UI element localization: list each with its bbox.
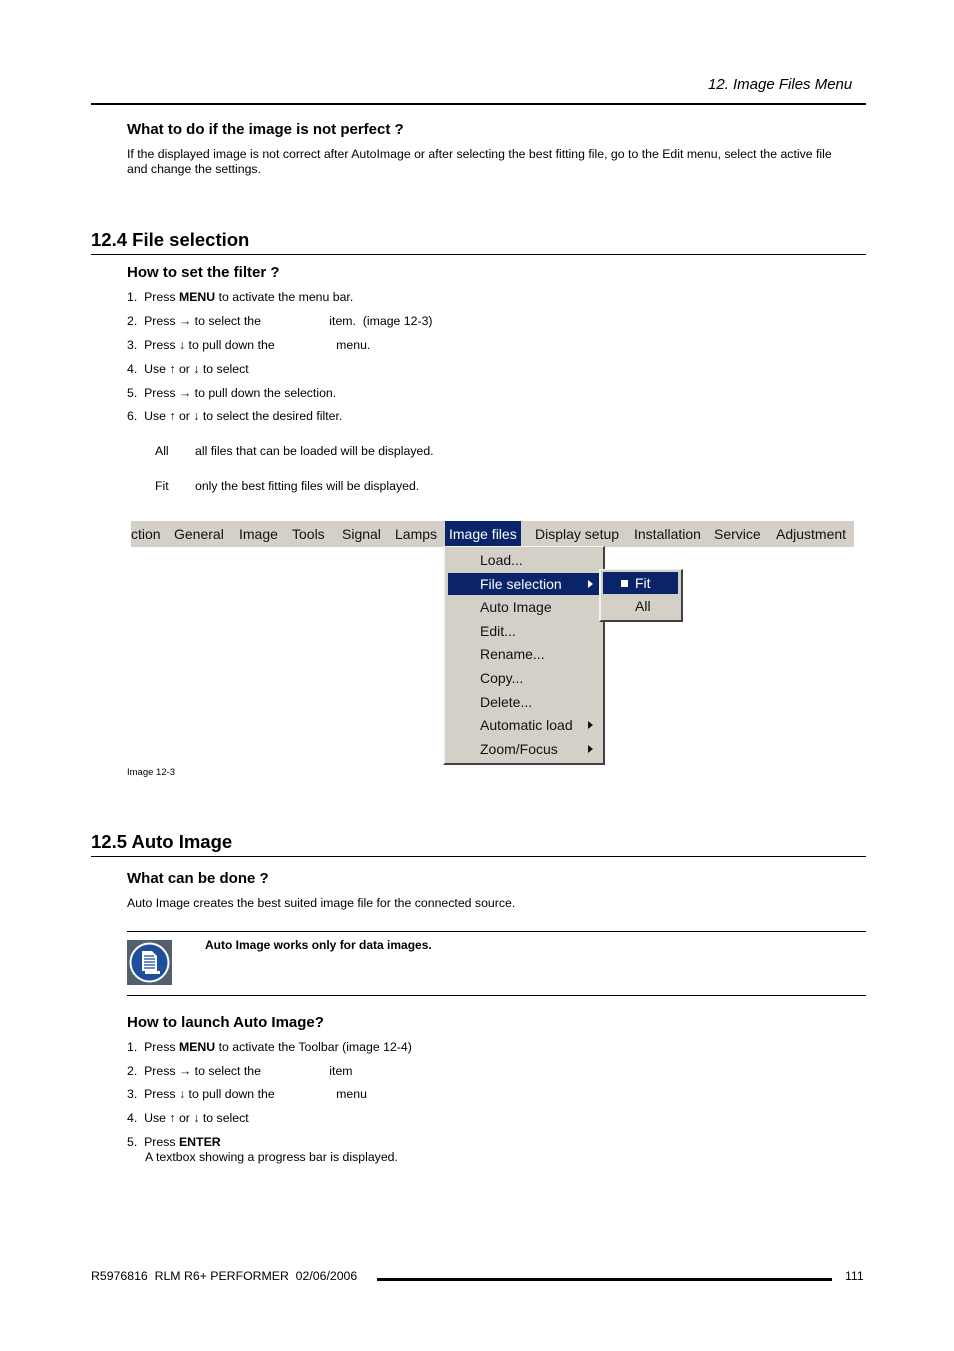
step: 4. Use ↑ or ↓ to select	[127, 1111, 249, 1125]
menubar-item[interactable]: ction	[131, 526, 161, 542]
auto-image-text: Auto Image creates the best suited image file for the connected source.	[127, 896, 516, 910]
image-files-dropdown	[443, 546, 605, 765]
header-rule	[91, 103, 866, 105]
menubar-item[interactable]: Adjustment	[776, 526, 847, 542]
option-desc: only the best fitting files will be displayed.	[195, 479, 420, 493]
dropdown-item-zoom-focus[interactable]: Zoom/Focus	[448, 738, 599, 760]
note-rule-bottom	[127, 995, 866, 996]
menu-bar	[131, 521, 854, 547]
dropdown-item-automatic-load[interactable]: Automatic load	[448, 714, 599, 736]
what-heading: What can be done ?	[127, 870, 269, 887]
option-term: All	[155, 444, 169, 458]
step: 2. Press → to select the item	[127, 1064, 353, 1078]
intro-heading: What to do if the image is not perfect ?	[127, 121, 404, 138]
menubar-item[interactable]: Lamps	[395, 526, 438, 542]
dropdown-item-delete[interactable]: Delete...	[480, 694, 533, 710]
submenu-item-fit[interactable]: Fit	[603, 572, 678, 594]
section-rule	[91, 856, 866, 857]
option-desc: all files that can be loaded will be displayed.	[195, 444, 434, 458]
step-detail: A textbox showing a progress bar is displayed.	[145, 1150, 398, 1164]
selected-bullet-icon	[621, 580, 628, 587]
step: 3. Press ↓ to pull down the menu	[127, 1087, 367, 1101]
step: 6. Use ↑ or ↓ to select the desired filter.	[127, 409, 343, 423]
menubar-item[interactable]: Display setup	[535, 526, 620, 542]
submenu-arrow-icon	[588, 721, 593, 729]
step: 5. Press → to pull down the selection.	[127, 386, 337, 400]
dropdown-item-copy[interactable]: Copy...	[480, 670, 524, 686]
dropdown-item-auto-image[interactable]: Auto Image	[480, 599, 552, 615]
note-text: Auto Image works only for data images.	[205, 938, 432, 952]
menubar-item[interactable]: Signal	[342, 526, 381, 542]
step: 4. Use ↑ or ↓ to select	[127, 362, 249, 376]
menubar-item[interactable]: Tools	[292, 526, 325, 542]
section-title-auto-image: 12.5 Auto Image	[91, 831, 233, 852]
step: 5. Press ENTER	[127, 1135, 221, 1149]
step: 1. Press MENU to activate the menu bar.	[127, 290, 354, 304]
dropdown-item-file-selection[interactable]: File selection	[448, 573, 599, 595]
step: 2. Press → to select the item. (image 12-3)	[127, 314, 433, 328]
intro-text-line1: If the displayed image is not correct after AutoImage or after selecting the best fitting file, go to the Edit menu, select the active file	[127, 147, 832, 161]
dropdown-item-edit[interactable]: Edit...	[480, 623, 516, 639]
image-caption: Image 12-3	[127, 767, 176, 778]
submenu-item-all[interactable]: All	[635, 598, 651, 614]
menubar-item[interactable]: Image	[239, 526, 278, 542]
launch-heading: How to launch Auto Image?	[127, 1014, 324, 1031]
note-rule-top	[127, 931, 866, 932]
file-selection-submenu	[599, 569, 683, 622]
step: 1. Press MENU to activate the Toolbar (image 12-4)	[127, 1040, 412, 1054]
section-rule	[91, 254, 866, 255]
menubar-item[interactable]: General	[174, 526, 224, 542]
dropdown-item-rename[interactable]: Rename...	[480, 646, 545, 662]
option-term: Fit	[155, 479, 169, 493]
submenu-arrow-icon	[588, 745, 593, 753]
dropdown-item-load[interactable]: Load...	[480, 552, 523, 568]
menubar-item[interactable]: Installation	[634, 526, 701, 542]
section-title-file-selection: 12.4 File selection	[91, 229, 250, 250]
step: 3. Press ↓ to pull down the menu.	[127, 338, 371, 352]
menubar-item[interactable]: Service	[714, 526, 761, 542]
chapter-title: 12. Image Files Menu	[708, 76, 853, 93]
menubar-item-image-files[interactable]: Image files	[445, 521, 521, 547]
footer-rule	[377, 1278, 832, 1281]
intro-text-line2: and change the settings.	[127, 162, 261, 176]
page-number: 111	[845, 1269, 864, 1283]
submenu-arrow-icon	[588, 580, 593, 588]
footer-document-id: R5976816 RLM R6+ PERFORMER 02/06/2006	[91, 1269, 358, 1283]
document-note-icon	[127, 940, 172, 985]
filter-heading: How to set the filter ?	[127, 264, 280, 281]
